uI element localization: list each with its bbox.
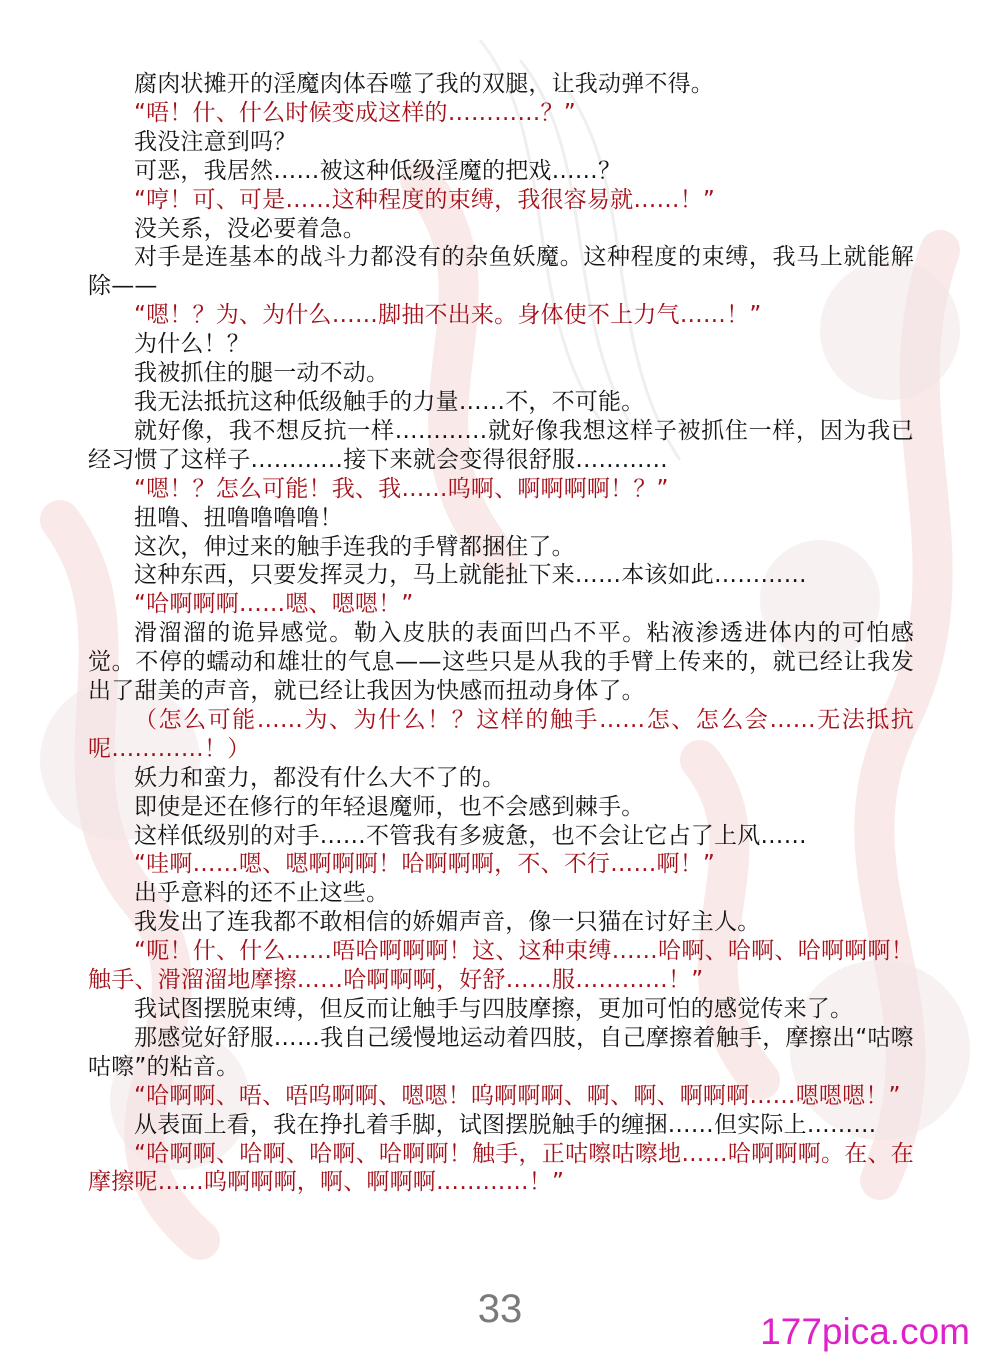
dialogue-paragraph: “哇啊……嗯、嗯啊啊啊！哈啊啊啊，不、不行……啊！” xyxy=(134,851,716,878)
narration-paragraph: 对手是连基本的战斗力都没有的杂鱼妖魔。这种程度的束缚，我马上就能解除—— xyxy=(88,244,914,300)
narration-paragraph: 我发出了连我都不敢相信的娇媚声音，像一只猫在讨好主人。 xyxy=(134,909,761,936)
narration-paragraph: 没关系，没必要着急。 xyxy=(134,215,366,242)
dialogue-paragraph: “唔！什、什么时候变成这样的…………？” xyxy=(134,99,576,126)
narration-paragraph: 我没注意到吗？ xyxy=(134,128,297,155)
dialogue-paragraph: “哈啊啊、唔、唔呜啊啊、嗯嗯！呜啊啊啊、啊、啊、啊啊啊……嗯嗯嗯！” xyxy=(134,1082,901,1109)
dialogue-paragraph: “呃！什、什么……唔哈啊啊啊！这、这种束缚……哈啊、哈啊、哈啊啊啊！触手、滑溜溜地摩擦……哈啊啊啊，好舒……服…………！” xyxy=(88,938,914,994)
dialogue-paragraph: “哈啊啊、哈啊、哈啊、哈啊啊！触手，正咕嚓咕嚓地……哈啊啊啊。在、在摩擦呢……呜啊啊啊，啊、啊啊啊…………！” xyxy=(88,1140,914,1196)
page-number: 33 xyxy=(477,1287,523,1331)
narration-paragraph: 这次，伸过来的触手连我的手臂都捆住了。 xyxy=(134,533,575,560)
narration-paragraph: 妖力和蛮力，都没有什么大不了的。 xyxy=(134,764,506,791)
watermark: 177pica.com xyxy=(760,1311,970,1352)
narration-paragraph: 我试图摆脱束缚，但反而让触手与四肢摩擦，更加可怕的感觉传来了。 xyxy=(134,996,854,1022)
narration-paragraph: 我被抓住的腿一动不动。 xyxy=(134,360,390,387)
narration-paragraph: 这种东西，只要发挥灵力，马上就能扯下来……本该如此………… xyxy=(134,562,807,589)
narration-paragraph: 滑溜溜的诡异感觉。勒入皮肤的表面凹凸不平。粘液渗透进体内的可怕感觉。不停的蠕动和雄壮的气息——这些只是从我的手臂上传来的，就已经让我发出了甜美的声音，就已经让我因为快感而扭动身体了。 xyxy=(88,620,914,705)
dialogue-paragraph: “嗯！？怎么可能！我、我……呜啊、啊啊啊啊！？” xyxy=(134,475,669,502)
narration-paragraph: 可恶，我居然……被这种低级淫魔的把戏……？ xyxy=(134,157,622,184)
dialogue-paragraph: “哈啊啊啊……嗯、嗯嗯！” xyxy=(134,591,414,618)
dialogue-paragraph: （怎么可能……为、为什么！？这样的触手……怎、怎么会……无法抵抗呢…………！） xyxy=(88,706,914,762)
narration-paragraph: 这样低级别的对手……不管我有多疲惫，也不会让它占了上风…… xyxy=(134,822,807,849)
body-text xyxy=(88,70,914,1197)
dialogue-paragraph: “嗯！？为、为什么……脚抽不出来。身体使不上力气……！” xyxy=(134,302,762,329)
dialogue-paragraph: “哼！可、可是……这种程度的束缚，我很容易就……！” xyxy=(134,186,716,213)
narration-paragraph: 扭噜、扭噜噜噜噜！ xyxy=(134,504,343,531)
narration-paragraph: 那感觉好舒服……我自己缓慢地运动着四肢，自己摩擦着触手，摩擦出“咕嚓咕嚓”的粘音。 xyxy=(88,1024,914,1080)
narration-paragraph: 为什么！？ xyxy=(134,331,250,358)
narration-paragraph: 出乎意料的还不止这些。 xyxy=(134,880,390,907)
narration-paragraph: 腐肉状摊开的淫魔肉体吞噬了我的双腿，让我动弹不得。 xyxy=(134,71,714,97)
narration-paragraph: 我无法抵抗这种低级触手的力量……不，不可能。 xyxy=(134,388,645,415)
narration-paragraph: 即使是还在修行的年轻退魔师，也不会感到棘手。 xyxy=(134,793,645,820)
narration-paragraph: 从表面上看，我在挣扎着手脚，试图摆脱触手的缠捆……但实际上……… xyxy=(134,1111,877,1138)
narration-paragraph: 就好像，我不想反抗一样…………就好像我想这样子被抓住一样，因为我已经习惯了这样子…………接下来就会变得很舒服………… xyxy=(88,417,914,473)
